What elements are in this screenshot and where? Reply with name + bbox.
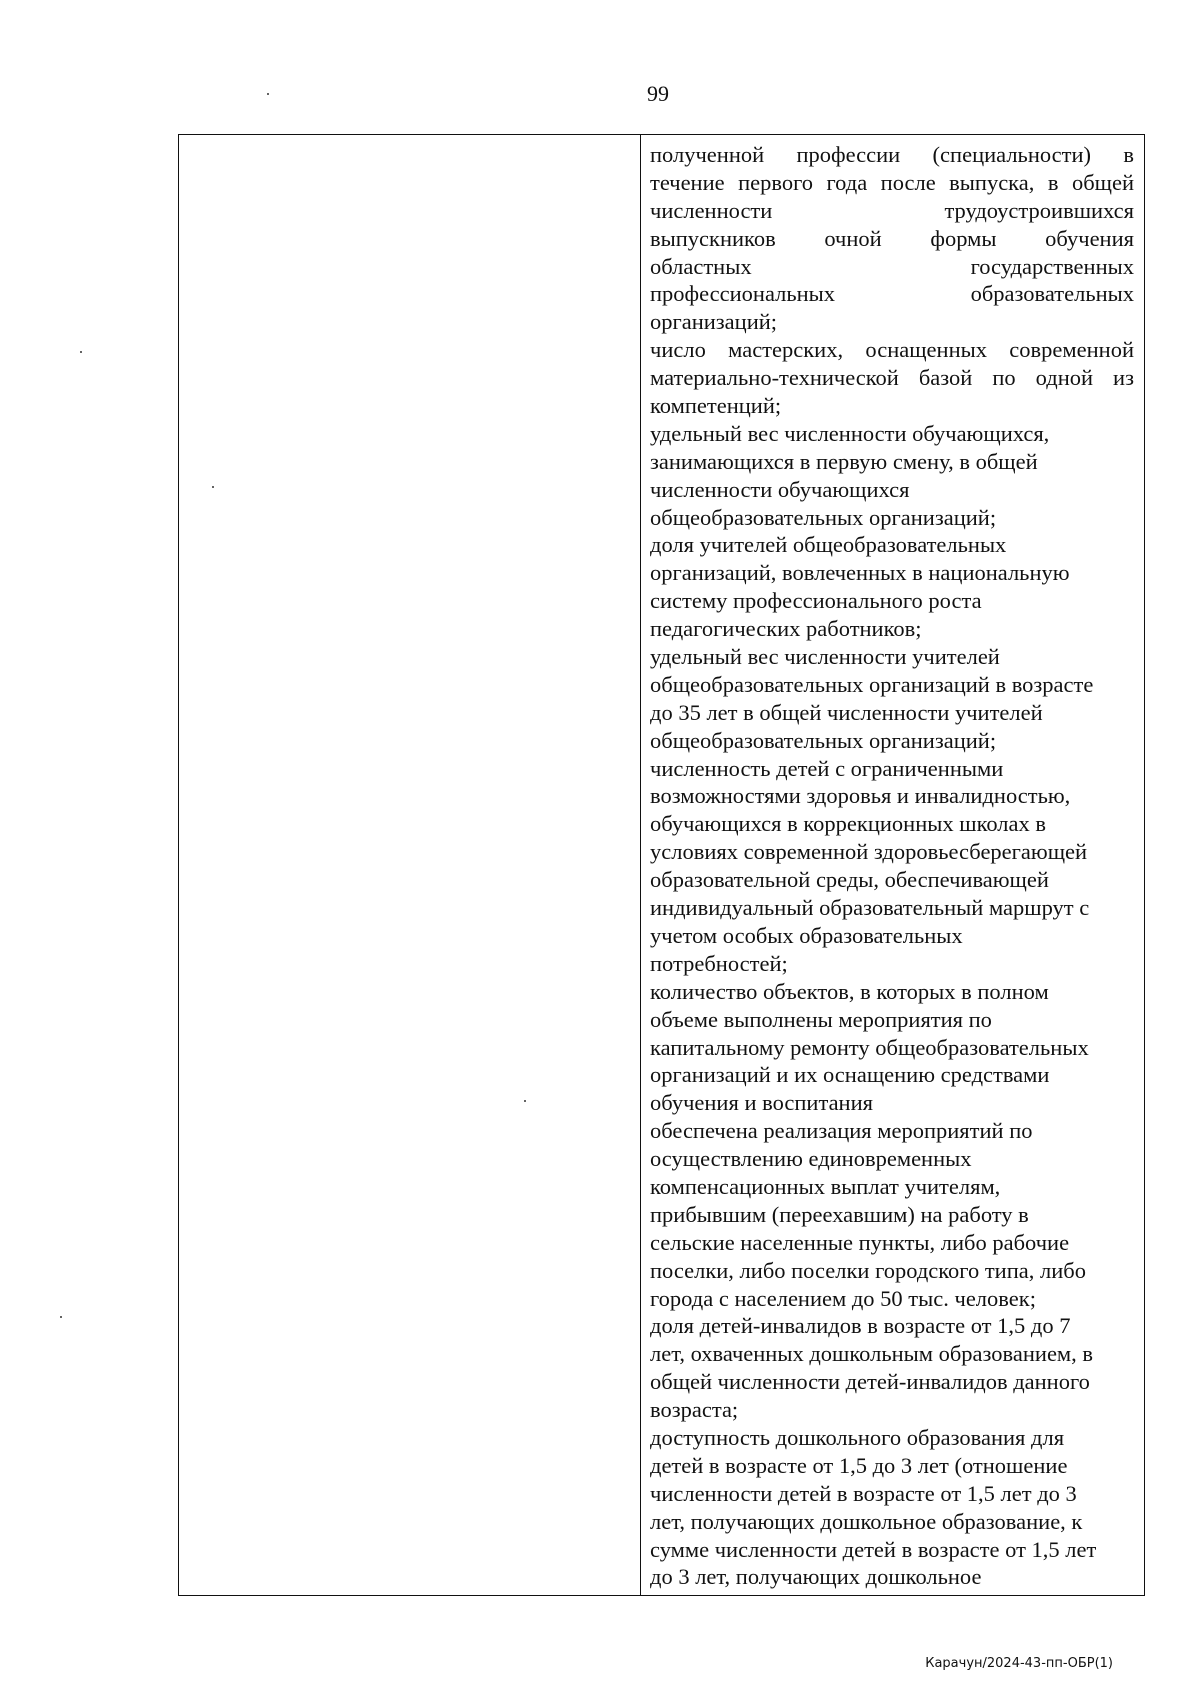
text-line: численности обучающихся [650,476,910,502]
table-cell-left-empty [179,135,641,1595]
text-line: обеспечена реализация мероприятий по [650,1118,1033,1144]
text-line: лет, получающих дошкольное образование, к [650,1508,1083,1534]
text-line: прибывшим (переехавшим) на работу в [650,1201,1029,1227]
text-line: доля учителей общеобразовательных [650,532,1007,558]
text-line: индивидуальный образовательный маршрут с [650,895,1090,921]
text-line: организаций; [650,309,778,335]
text-line: общеобразовательных организаций; [650,504,997,530]
text-line: до 35 лет в общей численности учителей [650,699,1043,725]
text-line: удельный вес численности обучающихся, [650,420,1050,446]
text-line: поселки, либо поселки городского типа, либо [650,1257,1086,1283]
text-line: обучения и воспитания [650,1090,873,1116]
text-line: общей численности детей-инвалидов данного [650,1369,1090,1395]
text-line: полученной профессии (специальности) в [650,142,1134,167]
text-line: условиях современной здоровьесберегающей [650,839,1088,865]
text-line: численность детей с ограниченными [650,755,1004,781]
text-line: занимающихся в первую смену, в общей [650,448,1038,474]
table-cell-right-text [641,135,1144,1595]
text-line: осуществлению единовременных [650,1146,972,1172]
text-line: сельские населенные пункты, либо рабочие [650,1229,1070,1255]
text-line: систему профессионального роста [650,588,982,614]
text-line: компетенций; [650,393,782,419]
text-line: возраста; [650,1397,739,1423]
text-line: детей в возрасте от 1,5 до 3 лет (отношение [650,1452,1068,1478]
text-line: возможностями здоровья и инвалидностью, [650,783,1071,809]
document-table [178,134,1145,1596]
text-line: количество объектов, в которых в полном [650,978,1049,1004]
text-line: организаций и их оснащению средствами [650,1062,1050,1088]
text-line: сумме численности детей в возрасте от 1,5 лет [650,1536,1097,1562]
scan-speck [80,351,82,353]
text-line: областных государственных [650,253,1134,279]
text-line: общеобразовательных организаций; [650,727,997,753]
text-line: педагогических работников; [650,616,922,642]
text-line: организаций, вовлеченных в национальную [650,560,1070,586]
text-line: образовательной среды, обеспечивающей [650,867,1049,893]
text-line: численности детей в возрасте от 1,5 лет до 3 [650,1480,1077,1506]
scan-speck [267,93,269,95]
text-line: доля детей-инвалидов в возрасте от 1,5 до 7 [650,1313,1071,1339]
text-line: численности трудоустроившихся [650,197,1134,223]
document-code: Карачун/2024-43-пп-ОБР(1) [925,1656,1113,1671]
page-number: 99 [647,81,669,106]
text-line: число мастерских, оснащенных современной [650,337,1134,363]
text-line: капитальному ремонту общеобразовательных [650,1034,1089,1060]
text-line: выпускников очной формы обучения [650,225,1134,251]
text-line: лет, охваченных дошкольным образованием, в [650,1341,1094,1367]
text-line: профессиональных образовательных [650,281,1134,307]
text-line: материально-технической базой по одной из [650,365,1134,391]
text-line: города с населением до 50 тыс. человек; [650,1285,1036,1311]
text-line: потребностей; [650,950,788,976]
text-line: удельный вес численности учителей [650,644,1000,670]
text-line: компенсационных выплат учителям, [650,1173,1001,1199]
text-line: течение первого года после выпуска, в общей [650,169,1134,195]
text-line: обучающихся в коррекционных школах в [650,811,1047,837]
text-line: объеме выполнены мероприятия по [650,1006,992,1032]
text-line: до 3 лет, получающих дошкольное [650,1564,982,1590]
text-line: общеобразовательных организаций в возрасте [650,671,1094,697]
text-line: доступность дошкольного образования для [650,1424,1065,1450]
scan-speck [60,1316,62,1318]
text-line: учетом особых образовательных [650,922,963,948]
